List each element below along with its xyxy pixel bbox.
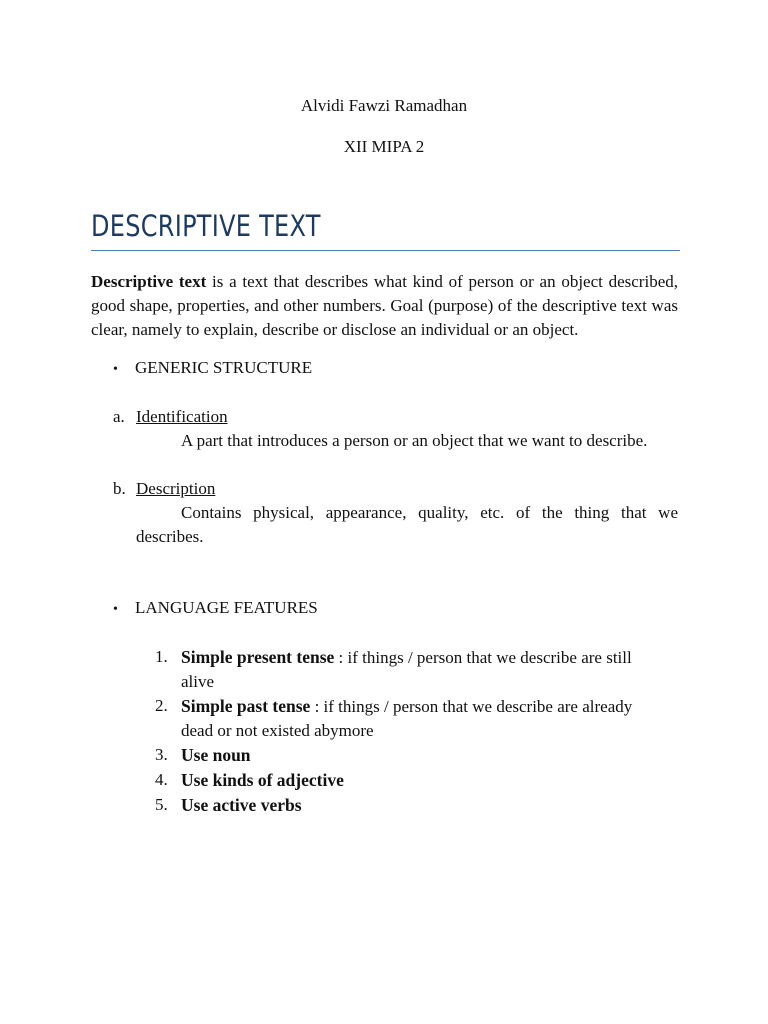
item-number: 4. bbox=[155, 770, 168, 789]
feature-name: Use active verbs bbox=[181, 795, 302, 815]
item-marker: a. bbox=[113, 407, 125, 426]
item-description: A part that introduces a person or an object that we want to describe. bbox=[181, 431, 648, 450]
section-language-features bbox=[113, 596, 318, 622]
list-item bbox=[155, 743, 655, 768]
item-number: 2. bbox=[155, 696, 168, 715]
item-term: Description bbox=[136, 479, 216, 498]
item-number: 1. bbox=[155, 647, 168, 666]
list-item bbox=[155, 793, 655, 818]
feature-detail: : if things / person that we describe are still alive bbox=[181, 648, 632, 691]
feature-detail: : if things / person that we describe are already dead or not existed abymore bbox=[181, 697, 633, 740]
author-name: Alvidi Fawzi Ramadhan bbox=[300, 96, 468, 115]
section-title: LANGUAGE FEATURES bbox=[135, 598, 318, 617]
item-term: Identification bbox=[136, 407, 228, 426]
item-marker: b. bbox=[113, 479, 126, 498]
feature-name: Simple present tense bbox=[181, 647, 335, 667]
heading-block bbox=[91, 206, 680, 251]
intro-term: Descriptive text bbox=[91, 272, 207, 291]
item-number: 3. bbox=[155, 745, 168, 764]
feature-name: Use noun bbox=[181, 745, 251, 765]
bullet-icon: • bbox=[113, 362, 118, 377]
intro-text: is a text that describes what kind of person or an object described, good shape, properties, and other numbers. Goal (purpose) of the descriptive text was clear, namely to explain, describe or disclose an individual or an object. bbox=[91, 272, 678, 339]
bullet-icon: • bbox=[113, 602, 118, 617]
intro-paragraph bbox=[91, 270, 678, 342]
section-title: GENERIC STRUCTURE bbox=[135, 358, 313, 377]
page-title: DESCRIPTIVE TEXT bbox=[91, 209, 321, 243]
language-features-list bbox=[155, 645, 655, 818]
list-item bbox=[155, 645, 655, 694]
list-item bbox=[155, 694, 655, 743]
feature-name: Simple past tense bbox=[181, 696, 311, 716]
class-name: XII MIPA 2 bbox=[343, 137, 425, 156]
heading-underline bbox=[91, 250, 680, 251]
item-number: 5. bbox=[155, 795, 168, 814]
item-description: Contains physical, appearance, quality, etc. of the thing that we describes. bbox=[136, 503, 678, 546]
list-item bbox=[155, 768, 655, 793]
feature-name: Use kinds of adjective bbox=[181, 770, 344, 790]
section-generic-structure bbox=[113, 356, 312, 382]
